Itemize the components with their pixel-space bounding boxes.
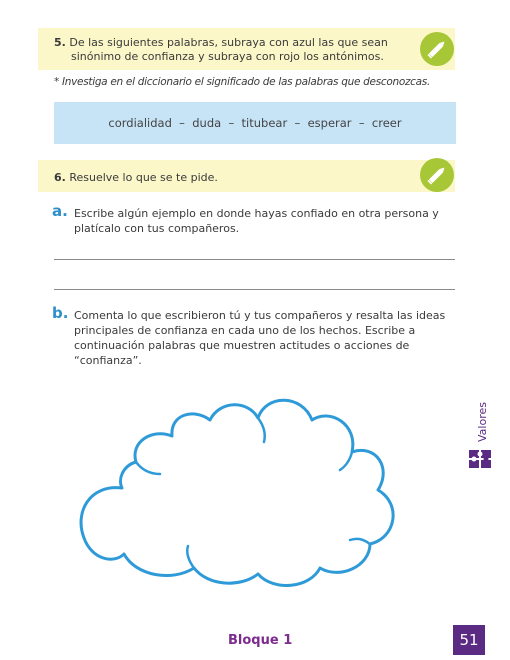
part-b-text [74,308,445,368]
pencil-icon [420,32,454,66]
part-a-line1: Escribe algún ejemplo en donde hayas confiado en otra persona y [74,207,439,220]
puzzle-icon [467,448,493,470]
block-label: Bloque 1 [228,633,293,648]
answer-line-2[interactable] [54,289,455,290]
question-6-number: 6. [54,171,66,184]
part-b-line4: “confianza”. [74,354,142,367]
question-6-text [54,171,218,185]
question-5-line1: De las siguientes palabras, subraya con azul las que sean [69,36,388,49]
part-b-line1: Comenta lo que escribieron tú y tus compañeros y resalta las ideas [74,309,446,322]
question-5-number: 5. [54,36,66,49]
part-b-line3: continuación palabras que muestren actitudes o acciones de [74,339,410,352]
part-a-letter: a. [52,202,68,220]
page-number: 51 [453,625,485,655]
word-list: cordialidad – duda – titubear – esperar – creer [108,116,402,130]
question-5-text [54,36,414,64]
pencil-icon [420,158,454,192]
answer-line-1[interactable] [54,259,455,260]
side-tab-label: Valores [476,402,489,442]
question-5-line2: sinónimo de confianza y subraya con rojo los antónimos. [71,50,384,63]
part-b-letter: b. [52,304,69,322]
word-list-box [54,102,456,144]
part-a-text [74,206,439,236]
cloud-writing-area[interactable] [70,388,400,600]
question-6-instruction: Resuelve lo que se te pide. [69,171,218,184]
dictionary-note: * Investiga en el diccionario el significado de las palabras que desconozcas. [54,76,430,88]
part-a-line2: platícalo con tus compañeros. [74,222,240,235]
part-b-line2: principales de confianza en cada uno de los hechos. Escribe a [74,324,416,337]
